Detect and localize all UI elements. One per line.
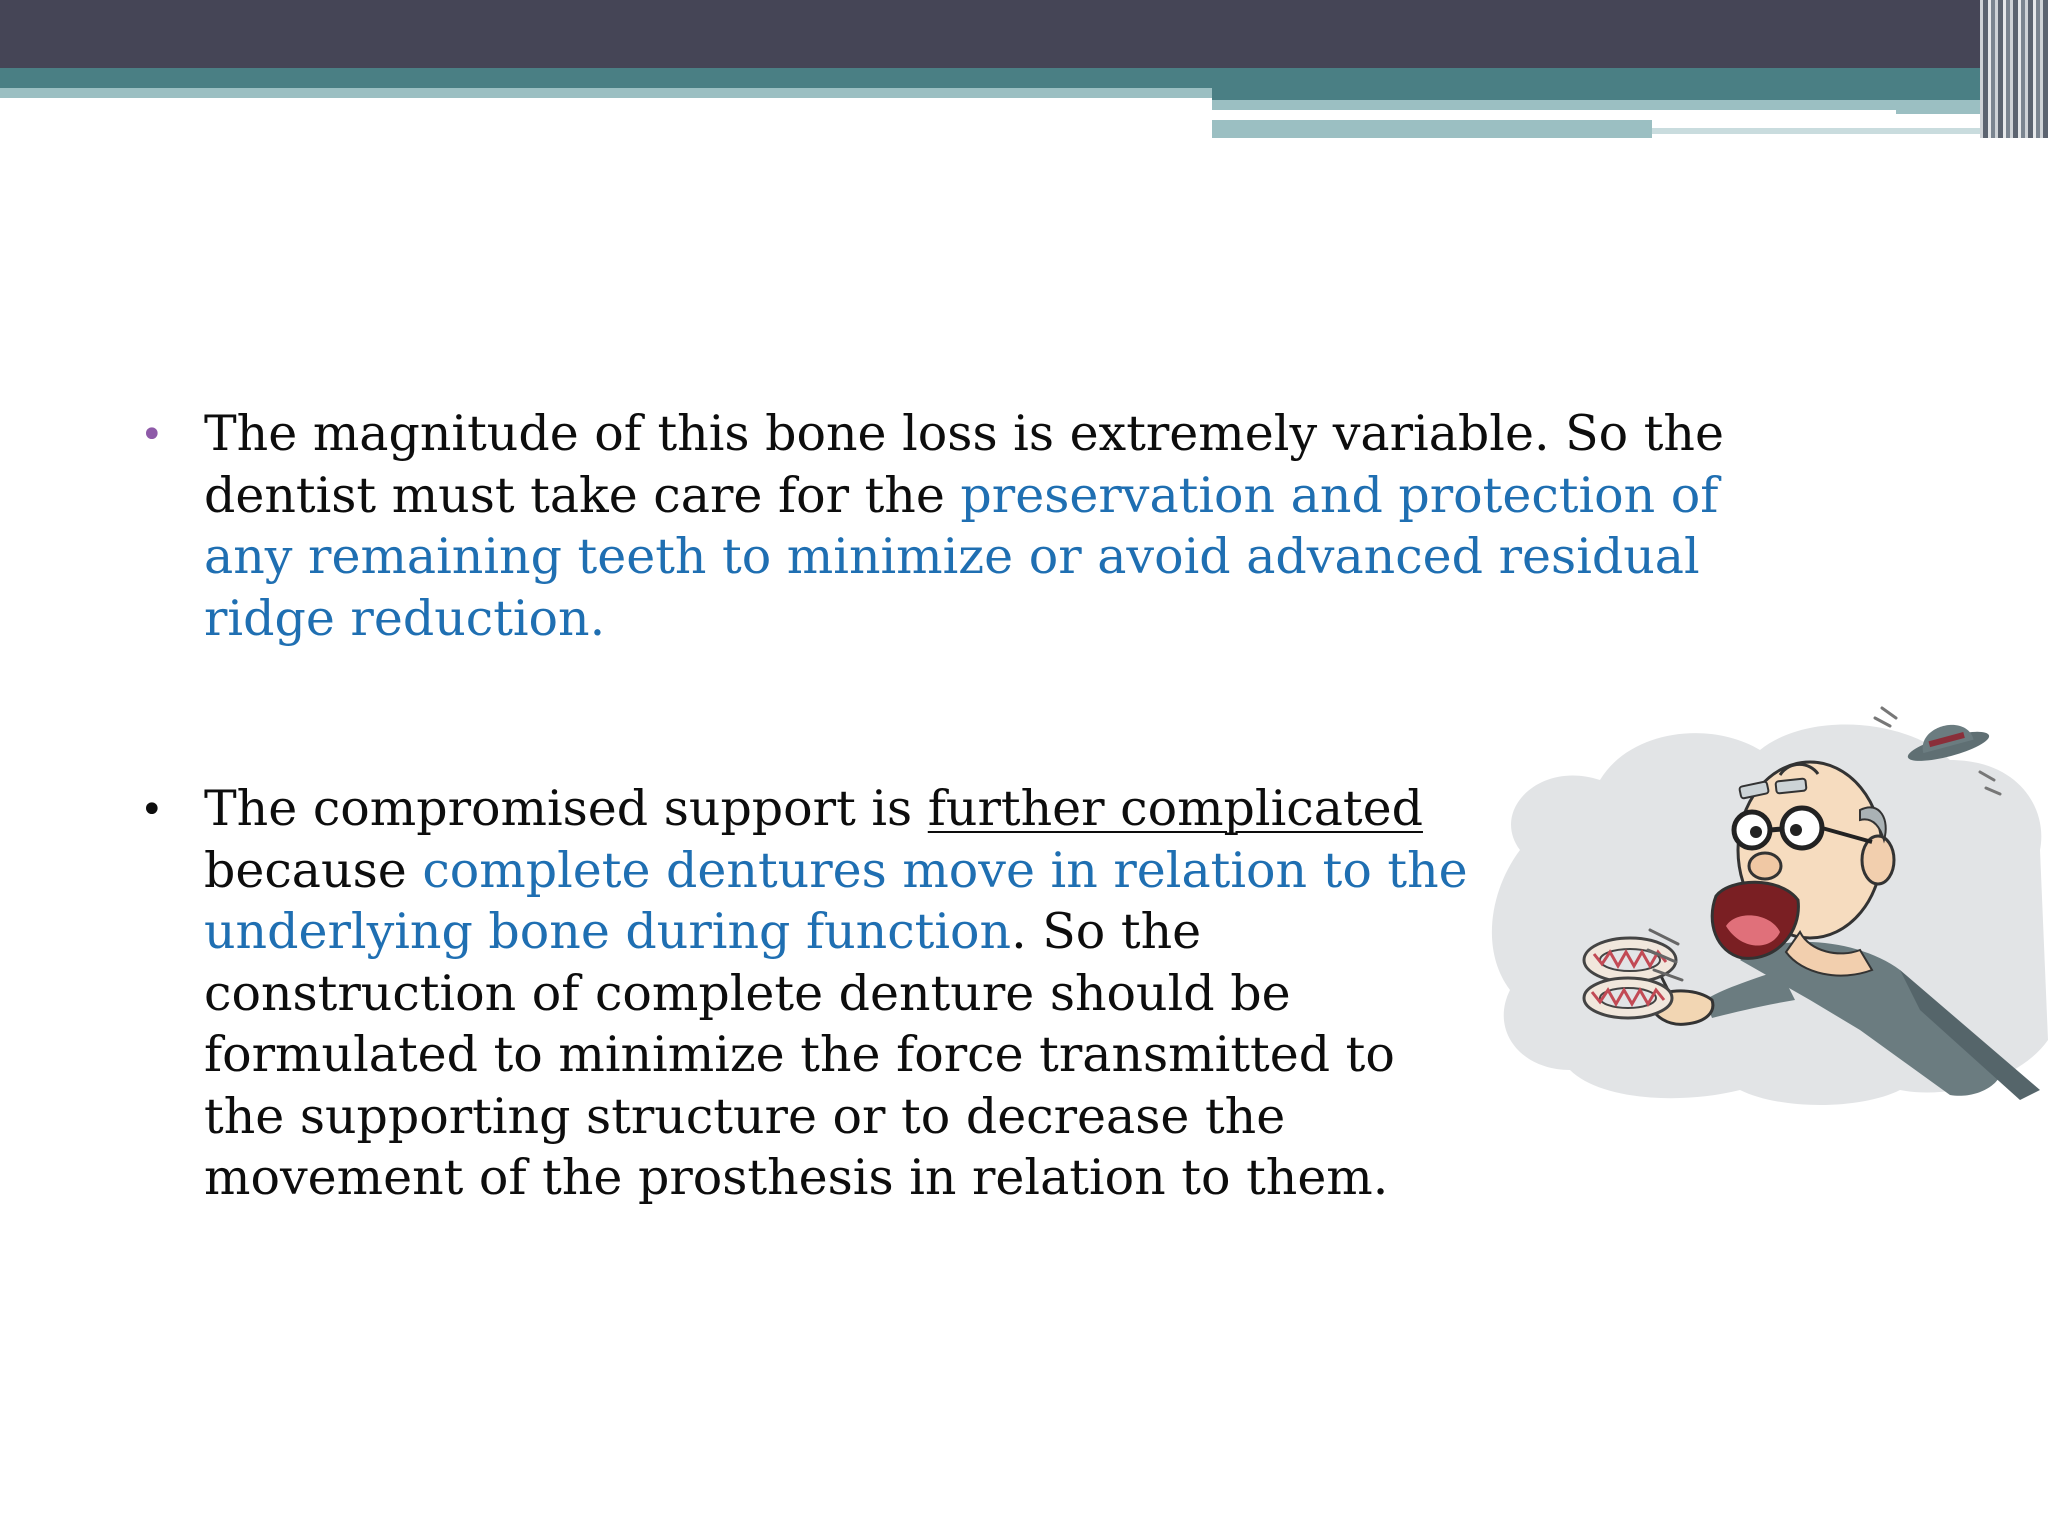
cartoon-old-man-losing-dentures-icon bbox=[1480, 700, 2048, 1106]
header-light-bar-thin bbox=[1652, 128, 2012, 134]
bullet-2-text-end: . So the construction of complete denture should be formulated to minimize the force transmitted to the supporting structure or to decrease the movement of the prosthesis in relation to them. bbox=[204, 903, 1395, 1206]
header-teal-bar-left bbox=[0, 68, 1212, 88]
bullet-2-highlight: complete dentures move in relation to the underlying bone during function bbox=[204, 841, 1468, 960]
header-dark-bar bbox=[0, 0, 2048, 68]
header-light-bar-lower bbox=[1212, 120, 1652, 138]
bullet-text-1 bbox=[204, 403, 1820, 649]
bullet-text-2 bbox=[204, 778, 1480, 1209]
header-light-bar-left bbox=[0, 88, 1212, 98]
bullet-2-underlined: further complicated bbox=[927, 780, 1423, 837]
header-teal-bar-right bbox=[1212, 68, 2048, 100]
bullet-1-text: The magnitude of this bone loss is extremely variable. So the dentist must take care for the bbox=[204, 405, 1724, 524]
bullet-item-2 bbox=[140, 778, 1480, 1209]
bullet-item-1 bbox=[140, 403, 1820, 649]
bullet-2-text-because: because bbox=[204, 841, 423, 899]
bullet-1-highlight: preservation and protection of any remaining teeth to minimize or avoid advanced residual ridge reduction. bbox=[204, 466, 1719, 647]
header-white-line bbox=[1212, 110, 1896, 116]
bullet-2-text-start: The compromised support is bbox=[204, 780, 928, 837]
header-stripes bbox=[1980, 0, 2048, 138]
bullet-marker-1: • bbox=[140, 412, 164, 458]
bullet-marker-2: • bbox=[140, 787, 164, 833]
